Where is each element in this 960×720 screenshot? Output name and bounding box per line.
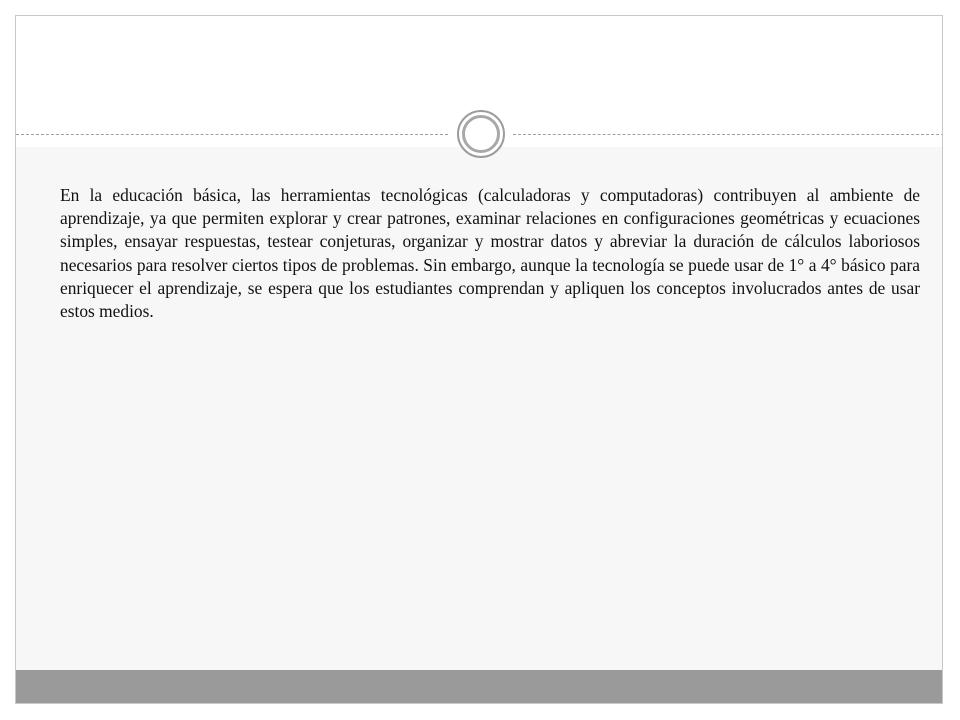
header-divider-right bbox=[513, 134, 943, 135]
ring-icon bbox=[457, 110, 505, 158]
ring-inner bbox=[462, 115, 500, 153]
footer-bar bbox=[16, 670, 942, 703]
body-paragraph: En la educación básica, las herramientas tecnológicas (calculadoras y computadoras) contribuyen al ambiente de aprendizaje, ya que permiten explorar y crear patrones, examinar relaciones en configuraciones geométricas y ecuaciones simples, ensayar respuestas, testear conjeturas, organizar y mostrar datos y abreviar la duración de cálculos laboriosos necesarios para resolver ciertos tipos de problemas. Sin embargo, aunque la tecnología se puede usar de 1° a 4° básico para enriquecer el aprendizaje, se espera que los estudiantes comprendan y apliquen los conceptos involucrados antes de usar estos medios. bbox=[60, 185, 920, 322]
slide bbox=[15, 15, 943, 704]
header-divider-left bbox=[16, 134, 448, 135]
